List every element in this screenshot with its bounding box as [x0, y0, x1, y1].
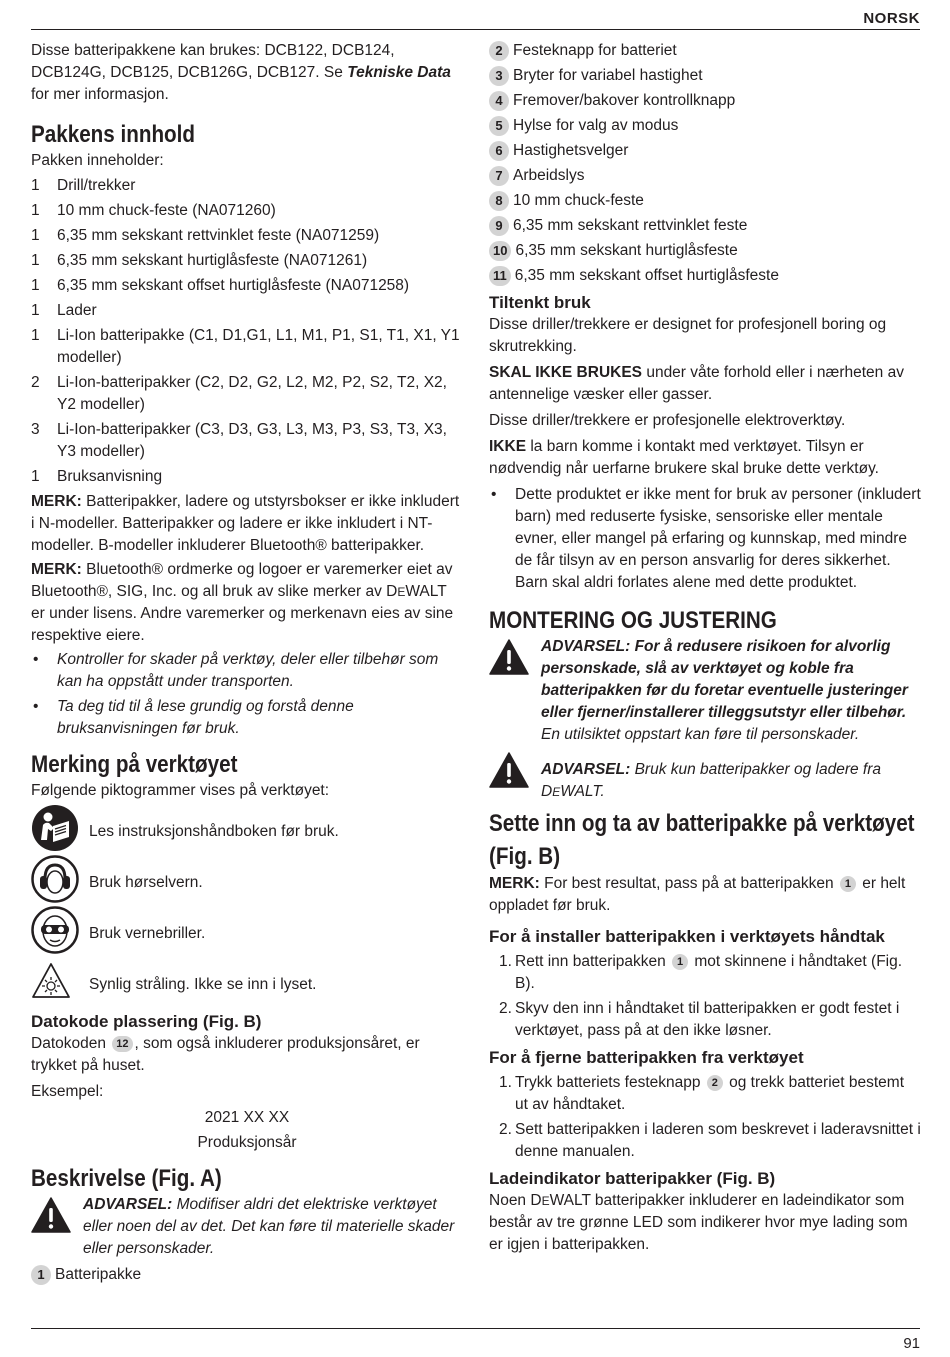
example-label: Eksempel:: [31, 1083, 104, 1100]
body-text: under våte forhold eller i nærheten av antennelige væsker eller gasser.: [489, 364, 904, 403]
item-qty: 1: [31, 468, 40, 485]
picto-label: Synlig stråling. Ikke se inn i lyset.: [89, 975, 317, 993]
step-text-a: Trykk batteriets festeknapp: [515, 1074, 705, 1091]
ladeindikator-text: [489, 1190, 921, 1256]
step-number: 2.: [499, 1000, 512, 1017]
part-item: [489, 140, 921, 162]
callout-badge: 12: [112, 1036, 132, 1052]
step-item: [489, 951, 921, 995]
item-qty: 3: [31, 421, 40, 438]
step-text-a: Skyv den inn i håndtaket til batteripakken er godt festet i verktøyet, pass på at den ikke løsner.: [515, 1000, 900, 1039]
note-text: WALT er under lisens. Andre varemerker og merkenavn eies av sine respektive eiere.: [31, 583, 454, 644]
callout-badge: 9: [489, 216, 509, 236]
part-label: 10 mm chuck-feste: [513, 192, 644, 209]
contents-list: [31, 175, 463, 488]
datokode-title: Datokode plassering (Fig. B): [31, 1012, 262, 1031]
note-label: MERK:: [489, 875, 540, 892]
item-text: Li-Ion-batteripakker (C2, D2, G2, L2, M2, P2, S2, T2, X2, Y2 modeller): [57, 374, 447, 413]
part-label: 6,35 mm sekskant rettvinklet feste: [513, 217, 748, 234]
callout-badge: 6: [489, 141, 509, 161]
note-text: er helt oppladet før bruk.: [489, 875, 906, 914]
warning-block: [489, 636, 921, 746]
callout-badge: 2: [489, 41, 509, 61]
fjerne-steps: [489, 1072, 921, 1163]
picto-label: Bruk hørselvern.: [89, 873, 203, 891]
list-item: [31, 300, 463, 322]
part-item: [489, 265, 921, 287]
part-label: Fremover/bakover kontrollknapp: [513, 92, 736, 109]
page-number: 91: [903, 1335, 920, 1352]
part-item: [489, 115, 921, 137]
callout-badge: 11: [489, 266, 511, 286]
item-text: Bruksanvisning: [57, 468, 163, 485]
step-number: 2.: [499, 1121, 512, 1138]
item-text: Li-Ion-batteripakker (C3, D3, G3, L3, M3, P3, S3, T3, X3, Y3 modeller): [57, 421, 447, 460]
bullet-text: Kontroller for skader på verktøy, deler eller tilbehør som kan ha oppstått under transporten.: [57, 651, 439, 690]
part-item: [489, 65, 921, 87]
note-text: Bluetooth® ordmerke og logoer er varemerker eiet av Bluetooth®, SIG, Inc. og all bruk av slike merker av D: [31, 561, 453, 600]
item-qty: 1: [31, 302, 40, 319]
body-text: Noen D: [489, 1192, 542, 1209]
ladeindikator-title: Ladeindikator batteripakker (Fig. B): [489, 1169, 776, 1188]
note-label: MERK:: [31, 493, 82, 510]
bullet-text: Ta deg tid til å lese grundig og forstå denne bruksanvisningen før bruk.: [57, 698, 354, 737]
warning-body: Bruk kun batteripakker og ladere fra D: [541, 761, 881, 800]
warning-body: En utilsiktet oppstart kan føre til personskader.: [541, 726, 860, 743]
merking-lead: Følgende piktogrammer vises på verktøyet:: [31, 782, 330, 799]
datokode-text: [31, 1033, 463, 1077]
list-item: [31, 325, 463, 369]
list-item: [31, 175, 463, 197]
part-label: Bryter for variabel hastighet: [513, 67, 703, 84]
callout-badge: 1: [672, 954, 688, 970]
part-item: [489, 40, 921, 62]
part-label: Batteripakke: [55, 1266, 142, 1283]
header-language: NORSK: [863, 10, 920, 27]
part-label: Arbeidslys: [513, 167, 585, 184]
intro-ref: Tekniske Data: [347, 64, 451, 81]
read-manual-icon: [31, 804, 89, 859]
item-text: Drill/trekker: [57, 177, 136, 194]
list-item: [31, 372, 463, 416]
warning-label: ADVARSEL:: [83, 1196, 173, 1213]
warning-label: ADVARSEL: For å redusere risikoen for alvorlig personskade, slå av verktøyet og koble fra batteripakken før du foretar eventuelle justeringer eller fjerner/installerer tilleggsutstyr eller tilbehør.: [541, 638, 908, 721]
list-item: [31, 419, 463, 463]
sette-note: [489, 873, 921, 917]
item-text: Lader: [57, 302, 97, 319]
step-text-a: Sett batteripakken i laderen som beskrevet i laderavsnittet i denne manualen.: [515, 1121, 921, 1160]
warning-text: [83, 1194, 463, 1260]
warning-text: [541, 752, 921, 803]
part-item: [489, 240, 921, 262]
item-qty: 1: [31, 202, 40, 219]
installer-title: For å installer batteripakken i verktøyets håndtak: [489, 927, 885, 946]
step-text-a: Rett inn batteripakken: [515, 953, 671, 970]
safety-glasses-icon: [31, 906, 89, 961]
picto-row: [31, 908, 463, 959]
item-text: Li-Ion batteripakke (C1, D1,G1, L1, M1, P1, S1, T1, X1, Y1 modeller): [57, 327, 460, 366]
step-item: [489, 1072, 921, 1116]
part-label: Hylse for valg av modus: [513, 117, 679, 134]
step-number: 1.: [499, 1074, 512, 1091]
item-qty: 1: [31, 252, 40, 269]
part-item: [489, 215, 921, 237]
item-qty: 1: [31, 327, 40, 344]
bullet-dot: •: [33, 698, 39, 715]
picto-label: Les instruksjonshåndboken før bruk.: [89, 822, 339, 840]
warning-icon: [31, 1194, 83, 1260]
bullet-item: [31, 696, 463, 740]
list-item: [31, 466, 463, 488]
intro-after: for mer informasjon.: [31, 86, 169, 103]
bullet-item: [31, 649, 463, 693]
step-item: [489, 998, 921, 1042]
list-item: [31, 250, 463, 272]
footer-rule: [31, 1328, 920, 1329]
part-item: [489, 165, 921, 187]
pakkens-title: Pakkens innhold: [31, 121, 196, 148]
callout-badge: 10: [489, 241, 511, 261]
step-text: [515, 951, 921, 995]
step-text-b: og trekk batteriet bestemt ut av håndtaket.: [515, 1074, 905, 1113]
item-text: 10 mm chuck-feste (NA071260): [57, 202, 276, 219]
callout-badge: 5: [489, 116, 509, 136]
pakkens-bullets: [31, 649, 463, 740]
picto-row: [31, 857, 463, 908]
bullet-text: Dette produktet er ikke ment for bruk av personer (inkludert barn) med reduserte fysiske, sensoriske eller mentale evner, eller mangel på erfaring og kunnskap, med mindre de får tilsyn av en person ansvarlig for deres sikkerhet. Barn skal aldri forlates alene med dette produktet.: [515, 486, 921, 591]
note-label: MERK:: [31, 561, 82, 578]
note-1: [31, 491, 463, 557]
part-label: 6,35 mm sekskant hurtiglåsfeste: [515, 242, 738, 259]
montering-title: MONTERING OG JUSTERING: [489, 607, 777, 634]
picto-row: [31, 806, 463, 857]
picto-label: Bruk vernebriller.: [89, 924, 206, 942]
callout-badge: 7: [489, 166, 509, 186]
bullet-dot: •: [33, 651, 39, 668]
body-text: WALT batteripakker inkluderer en ladeindikator som består av tre grønne LED som indikerer hvor mye lading som er igjen i batteripakken.: [489, 1192, 908, 1253]
step-item: [489, 1119, 921, 1163]
callout-badge: 8: [489, 191, 509, 211]
example-caption: Produksjonsår: [197, 1134, 297, 1151]
note-text: For best resultat, pass på at batteripakken: [539, 875, 838, 892]
tiltenkt-p2: [489, 362, 921, 406]
picto-row: [31, 959, 463, 1010]
intro-text: Disse batteripakkene kan brukes: DCB122, DCB124, DCB124G, DCB125, DCB126G, DCB127. Se: [31, 42, 395, 81]
callout-badge: 3: [489, 66, 509, 86]
intro-paragraph: [31, 40, 463, 106]
part-label: Hastighetsvelger: [513, 142, 629, 159]
right-column: [489, 40, 921, 1258]
list-item: [31, 275, 463, 297]
item-text: 6,35 mm sekskant offset hurtiglåsfeste (NA071258): [57, 277, 410, 294]
datokode-text-a: Datokoden: [31, 1035, 111, 1052]
step-text: [515, 998, 921, 1042]
item-text: 6,35 mm sekskant hurtiglåsfeste (NA071261): [57, 252, 368, 269]
visible-radiation-icon: [31, 961, 89, 1008]
warning-block: [31, 1194, 463, 1260]
pakkens-lead: Pakken inneholder:: [31, 152, 164, 169]
part-item: [489, 90, 921, 112]
warning-block: [489, 752, 921, 803]
tiltenkt-p4: [489, 436, 921, 480]
tiltenkt-p3: Disse driller/trekkere er profesjonelle elektroverktøy.: [489, 412, 846, 429]
part-label: Festeknapp for batteriet: [513, 42, 677, 59]
merking-title: Merking på verktøyet: [31, 751, 238, 778]
item-qty: 1: [31, 277, 40, 294]
warning-body: Modifiser aldri det elektriske verktøyet eller noen del av det. Det kan føre til materielle skader eller personskader.: [83, 1196, 455, 1257]
beskrivelse-title: Beskrivelse (Fig. A): [31, 1165, 222, 1192]
datokode-text-b: , som også inkluderer produksjonsåret, er trykket på huset.: [31, 1035, 420, 1074]
item-qty: 2: [31, 374, 40, 391]
callout-badge: 2: [707, 1075, 723, 1091]
header-rule: [31, 29, 920, 30]
hearing-protection-icon: [31, 855, 89, 910]
item-qty: 1: [31, 227, 40, 244]
step-number: 1.: [499, 953, 512, 970]
warning-icon: [489, 636, 541, 746]
installer-steps: [489, 951, 921, 1042]
note-text: Batteripakker, ladere og utstyrsbokser er ikke inkludert i N-modeller. Batteripakker og ladere er ikke inkludert i NT-modeller. B-modeller inkluderer Bluetooth® batteripakker.: [31, 493, 460, 554]
callout-badge: 1: [31, 1265, 51, 1285]
step-text: [515, 1072, 921, 1116]
parts-list: [489, 40, 921, 287]
body-text: la barn komme i kontakt med verktøyet. Tilsyn er nødvendig når uerfarne brukere skal bruke dette verktøy.: [489, 438, 879, 477]
step-text: [515, 1119, 921, 1163]
warning-body-smallcaps: E: [552, 785, 561, 799]
list-item: [31, 225, 463, 247]
bullet-item: [489, 484, 921, 594]
bullet-dot: •: [491, 486, 497, 503]
warning-text: [541, 636, 921, 746]
item-qty: 1: [31, 177, 40, 194]
callout-badge: 1: [840, 876, 856, 892]
warning-label: ADVARSEL:: [541, 761, 631, 778]
fjerne-title: For å fjerne batteripakken fra verktøyet: [489, 1048, 804, 1067]
left-column: [31, 40, 463, 1289]
example-code: 2021 XX XX: [204, 1109, 290, 1126]
item-text: 6,35 mm sekskant rettvinklet feste (NA071259): [57, 227, 380, 244]
warning-icon: [489, 752, 541, 803]
tiltenkt-title: Tiltenkt bruk: [489, 293, 591, 312]
part-item: [31, 1264, 463, 1286]
warning-body: WALT.: [560, 783, 605, 800]
sette-title: Sette inn og ta av batteripakke på verktøyet (Fig. B): [489, 810, 915, 870]
note-2: [31, 559, 463, 647]
emphasis-label: SKAL IKKE BRUKES: [489, 364, 643, 381]
body-text-smallcaps: E: [541, 1194, 550, 1208]
part-label: 6,35 mm sekskant offset hurtiglåsfeste: [514, 267, 779, 284]
note-text-smallcaps: E: [397, 585, 406, 599]
part-item: [489, 190, 921, 212]
tiltenkt-p1: Disse driller/trekkere er designet for profesjonell boring og skrutrekking.: [489, 316, 887, 355]
step-text-b: mot skinnene i håndtaket (Fig. B).: [515, 953, 903, 992]
list-item: [31, 200, 463, 222]
callout-badge: 4: [489, 91, 509, 111]
emphasis-label: IKKE: [489, 438, 527, 455]
